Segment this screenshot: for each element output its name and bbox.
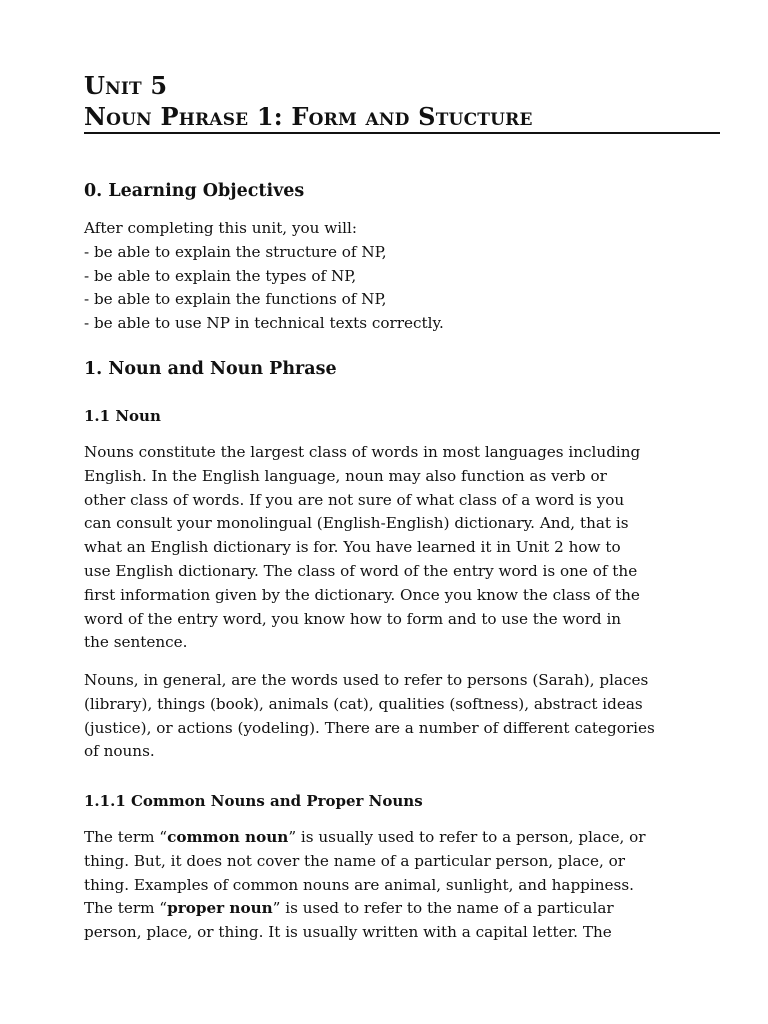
text-fragment: The term “ (84, 899, 168, 918)
paragraph-line: thing. Examples of common nouns are animal, sunlight, and happiness. (84, 875, 634, 894)
section-heading-noun-phrase: 1. Noun and Noun Phrase (84, 359, 337, 379)
objective-item: - be able to explain the structure of NP, (84, 242, 387, 261)
section-heading-learning-objectives: 0. Learning Objectives (84, 181, 305, 201)
common-proper-nouns-paragraph (84, 826, 724, 945)
paragraph-line: what an English dictionary is for. You have learned it in Unit 2 how to (84, 538, 621, 557)
subsection-heading-common-proper-nouns: 1.1.1 Common Nouns and Proper Nouns (84, 792, 423, 810)
paragraph-line: English. In the English language, noun may also function as verb or (84, 466, 607, 485)
text-fragment: ” is usually used to refer to a person, place, or (288, 828, 646, 846)
unit-title (84, 70, 720, 132)
objective-item: - be able to explain the types of NP, (84, 266, 357, 285)
paragraph-line: other class of words. If you are not sure of what class of a word is you (84, 490, 625, 509)
paragraph-line: first information given by the dictionary. Once you know the class of the (84, 585, 640, 604)
paragraph-line (84, 897, 724, 921)
paragraph-line: word of the entry word, you know how to form and to use the word in (84, 609, 622, 628)
paragraph-line: use English dictionary. The class of word of the entry word is one of the (84, 561, 638, 580)
text-fragment: The term “ (84, 828, 168, 846)
title-divider (84, 132, 720, 134)
learning-objectives-text (84, 217, 724, 336)
paragraph-line: the sentence. (84, 633, 188, 652)
unit-heading: Noun Phrase 1: Form and Stucture (84, 102, 533, 131)
paragraph-line (84, 826, 724, 850)
paragraph-line: person, place, or thing. It is usually written with a capital letter. The (84, 923, 612, 942)
objectives-intro: After completing this unit, you will: (84, 219, 357, 237)
objective-item: - be able to use NP in technical texts correctly. (84, 314, 444, 333)
noun-paragraph-2 (84, 669, 724, 764)
paragraph-line: (justice), or actions (yodeling). There are a number of different categories (84, 718, 655, 737)
subsection-heading-noun: 1.1 Noun (84, 407, 161, 425)
paragraph-line: thing. But, it does not cover the name of a particular person, place, or (84, 851, 626, 870)
unit-number: Unit 5 (84, 71, 168, 100)
objective-item: - be able to explain the functions of NP, (84, 290, 387, 309)
paragraph-line: Nouns constitute the largest class of words in most languages including (84, 443, 641, 461)
paragraph-line: of nouns. (84, 742, 155, 761)
text-fragment: ” is used to refer to the name of a particular (272, 899, 614, 918)
term-proper-noun: proper noun (167, 899, 273, 918)
document-page (84, 0, 720, 1024)
paragraph-line: (library), things (book), animals (cat), qualities (softness), abstract ideas (84, 694, 643, 713)
paragraph-line: can consult your monolingual (English-English) dictionary. And, that is (84, 514, 629, 533)
paragraph-line: Nouns, in general, are the words used to refer to persons (Sarah), places (84, 671, 649, 689)
noun-paragraph-1 (84, 441, 724, 655)
term-common-noun: common noun (167, 828, 289, 846)
